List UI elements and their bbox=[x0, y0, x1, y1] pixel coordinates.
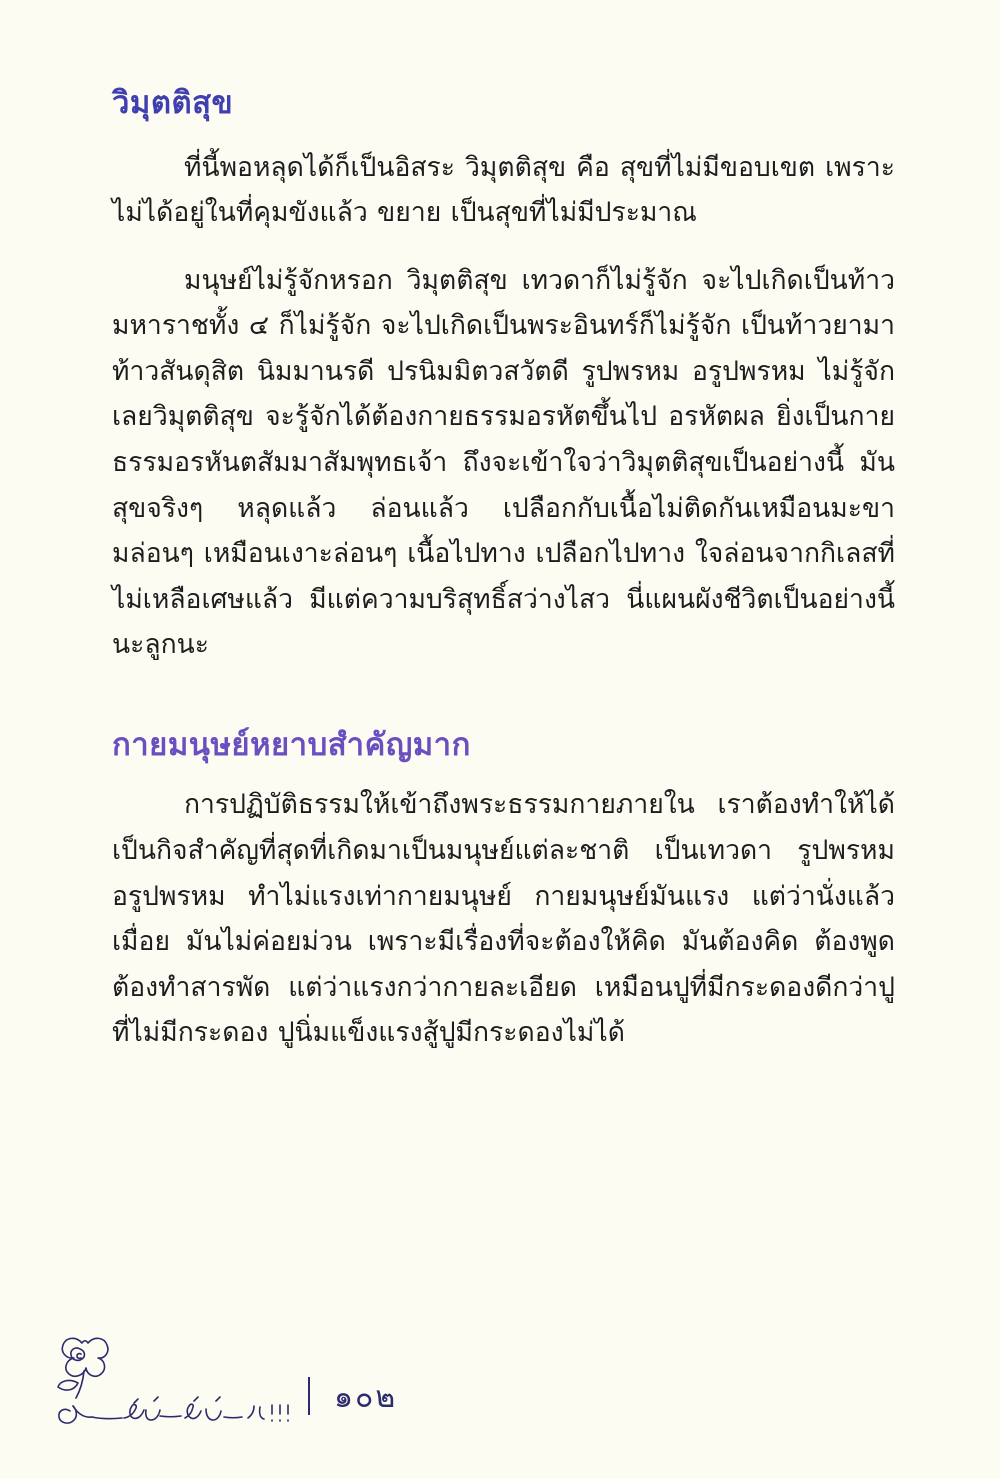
section-heading-1: วิมุตติสุข bbox=[112, 85, 234, 121]
section-heading-2: กายมนุษย์หยาบสำคัญมาก bbox=[112, 726, 471, 763]
footer-divider bbox=[308, 1377, 310, 1415]
signature-mark bbox=[48, 1321, 298, 1431]
paragraph: ที่นี้พอหลุดได้ก็เป็นอิสระ วิมุตติสุข คือ สุขที่ไม่มีขอบเขต เพราะไม่ได้อยู่ในที่คุมขังแล้ว ขยาย เป็นสุขที่ไม่มีประมาณ bbox=[112, 151, 895, 229]
page-footer bbox=[48, 1321, 397, 1431]
page-number: ๑๐๒ bbox=[334, 1380, 398, 1415]
paragraph: การปฏิบัติธรรมให้เข้าถึงพระธรรมกายภายใน เราต้องทำให้ได้ เป็นกิจสำคัญที่สุดที่เกิดมาเป็นมนุษย์แต่ละชาติ เป็นเทวดา รูปพรหม อรูปพรหม ทำไม่แรงเท่ากายมนุษย์ กายมนุษย์มันแรง แต่ว่านั่งแล้วเมื่อย มันไม่ค่อยม่วน เพราะมีเรื่องที่จะต้องให้คิด มันต้องคิด ต้องพูด ต้องทำสารพัด แต่ว่าแรงกว่ากายละเอียด เหมือนปูที่มีกระดองดีกว่าปูที่ไม่มีกระดอง ปูนิ่มแข็งแรงสู้ปูมีกระดองไม่ได้ bbox=[112, 789, 895, 1049]
paragraph: มนุษย์ไม่รู้จักหรอก วิมุตติสุข เทวดาก็ไม่รู้จัก จะไปเกิดเป็นท้าวมหาราชทั้ง ๔ ก็ไม่รู้จัก จะไปเกิดเป็นพระอินทร์ก็ไม่รู้จัก เป็นท้าวยามา ท้าวสันดุสิต นิมมานรดี ปรนิมมิตวสวัตดี รูปพรหม อรูปพรหม ไม่รู้จักเลยวิมุตติสุข จะรู้จักได้ต้องกายธรรมอรหัตขึ้นไป อรหัตผล ยิ่งเป็นกายธรรมอรหันตสัมมาสัมพุทธเจ้า ถึงจะเข้าใจว่าวิมุตติสุขเป็นอย่างนี้ มันสุขจริงๆ หลุดแล้ว ล่อนแล้ว เปลือกกับเนื้อไม่ติดกันเหมือนมะขามล่อนๆ เหมือนเงาะล่อนๆ เนื้อไปทาง เปลือกไปทาง ใจล่อนจากกิเลสที่ไม่เหลือเศษแล้ว มีแต่ความบริสุทธิ์สว่างไสว นี่แผนผังชีวิตเป็นอย่างนี้นะลูกนะ bbox=[112, 264, 895, 661]
